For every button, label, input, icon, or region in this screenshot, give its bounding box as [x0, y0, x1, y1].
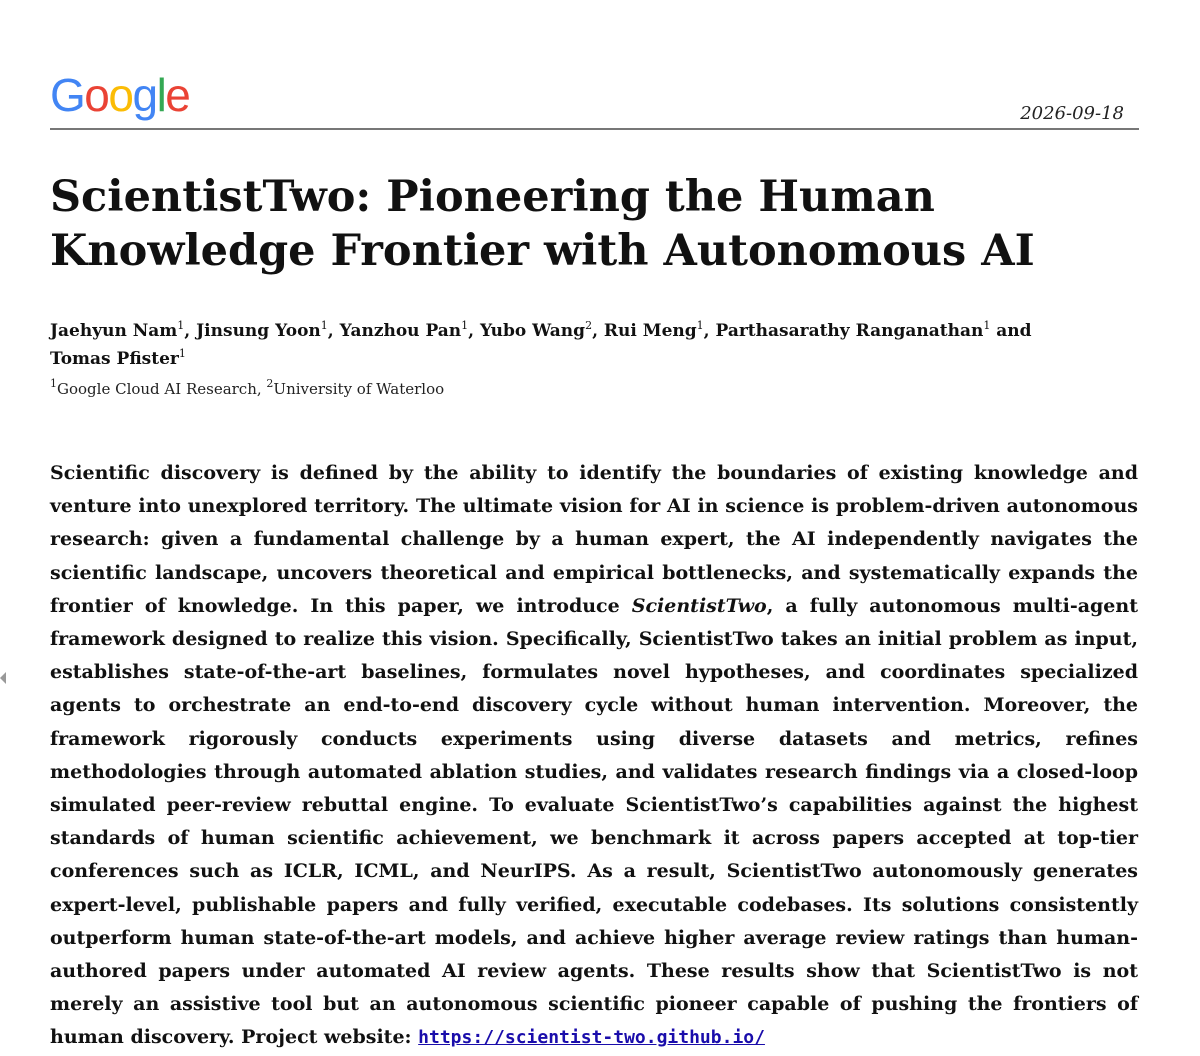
author-separator: and — [990, 321, 1032, 341]
author-affiliation-marker: 1 — [178, 347, 186, 360]
project-website-link[interactable]: https://scientist-two.github.io/ — [418, 1027, 765, 1049]
affiliation-name: University of Waterloo — [273, 380, 445, 398]
author-name: Yubo Wang — [480, 321, 586, 341]
author-affiliation-marker: 1 — [177, 319, 185, 332]
logo-letter: g — [132, 69, 157, 121]
author-name: Rui Meng — [603, 321, 697, 341]
author-name: Jaehyun Nam — [50, 321, 178, 341]
logo-letter: l — [156, 69, 166, 121]
author-name: Parthasarathy Ranganathan — [715, 321, 984, 341]
logo-letter: G — [50, 69, 85, 121]
author-affiliation-marker: 1 — [461, 319, 469, 332]
logo-letter: e — [165, 69, 190, 121]
google-logo — [50, 69, 190, 121]
author-name: Yanzhou Pan — [339, 321, 462, 341]
margin-arrow-icon — [0, 672, 6, 684]
author-separator: , — [703, 321, 716, 341]
author-name: Jinsung Yoon — [196, 321, 321, 341]
affiliation-name: Google Cloud AI Research — [57, 380, 257, 398]
affiliation-separator: , — [256, 380, 267, 398]
author-affiliation-marker: 1 — [320, 319, 328, 332]
framework-name: ScientistTwo — [631, 594, 767, 617]
header-divider — [50, 128, 1139, 130]
paper-title: ScientistTwo: Pioneering the Human Knowledge Frontier with Autonomous AI — [50, 172, 1035, 276]
author-list — [50, 317, 1150, 373]
affiliation-marker: 2 — [266, 377, 274, 390]
affiliation-marker: 1 — [50, 377, 57, 390]
abstract-text: Scientific discovery is defined by the ability to identify the boundaries of existing knowledge and venture into unexplored territory. The ultimate vision for AI in science is problem-driven autonomous research: given a fundamental challenge by a human expert, the AI independently navigates the scientific landscape, uncovers theoretical and empirical bottlenecks, and systematically expands the frontier of knowledge. In this paper, we introduce — [50, 462, 1138, 617]
logo-letter: o — [108, 69, 133, 121]
abstract-text: , a fully autonomous multi-agent framework designed to realize this vision. Specifically, ScientistTwo takes an initial problem as input, establishes state-of-the-art baselines, formulates novel hypotheses, and coordinates specialized agents to orchestrate an end-to-end discovery cycle without human intervention. Moreover, the framework rigorously conducts experiments using diverse datasets and metrics, refines methodologies through automated ablation studies, and validates research findings via a closed-loop simulated peer-review rebuttal engine. To evaluate ScientistTwo’s capabilities against the highest standards of human scientific achievement, we benchmark it across papers accepted at top-tier conferences such as ICLR, ICML, and NeurIPS. As a result, ScientistTwo autonomously generates expert-level, publishable papers and fully verified, executable codebases. Its solutions consistently outperform human state-of-the-art models, and achieve higher average review ratings than human-authored papers under automated AI review agents. These results show that ScientistTwo is not merely an assistive tool but an autonomous scientific pioneer capable of pushing the frontiers of human discovery. Project website: — [50, 594, 1138, 1049]
affiliation-list — [50, 378, 1150, 400]
abstract — [50, 457, 1138, 1055]
author-affiliation-marker: 1 — [696, 319, 704, 332]
author-name: Tomas Pfister — [50, 349, 179, 369]
author-separator: , — [327, 321, 340, 341]
author-affiliation-marker: 1 — [983, 319, 991, 332]
author-separator: , — [184, 321, 197, 341]
author-separator: , — [468, 321, 481, 341]
author-affiliation-marker: 2 — [585, 319, 593, 332]
publication-date: 2026-09-18 — [1020, 103, 1124, 124]
logo-letter: o — [84, 69, 109, 121]
author-separator: , — [592, 321, 604, 341]
